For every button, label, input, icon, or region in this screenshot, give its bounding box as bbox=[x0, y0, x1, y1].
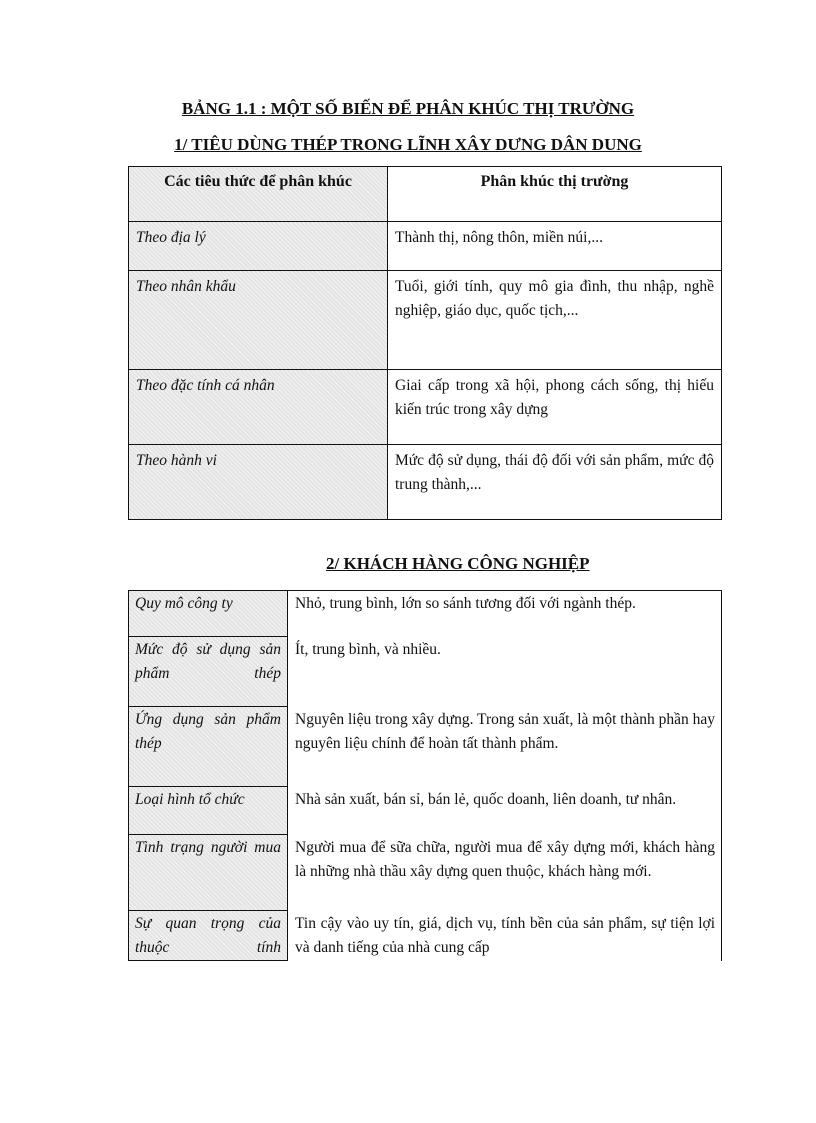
section2-heading: 2/ KHÁCH HÀNG CÔNG NGHIỆP bbox=[326, 554, 590, 573]
criterion-cell: Theo đặc tính cá nhân bbox=[129, 370, 388, 445]
segment-cell: Giai cấp trong xã hội, phong cách sống, thị hiếu kiến trúc trong xây dựng bbox=[388, 370, 722, 445]
criterion-cell: Ứng dụng sản phẩm thép bbox=[129, 707, 288, 787]
segment-cell: Mức độ sử dụng, thái độ đối với sản phẩm, mức độ trung thành,... bbox=[388, 445, 722, 520]
criterion-cell: Tình trạng người mua bbox=[129, 835, 288, 911]
criterion-cell: Quy mô công ty bbox=[129, 591, 288, 637]
segment-cell: Thành thị, nông thôn, miền núi,... bbox=[388, 222, 722, 271]
page-title: BẢNG 1.1 : MỘT SỐ BIẾN ĐỂ PHÂN KHÚC THỊ TRƯỜNG bbox=[181, 99, 635, 118]
table-row bbox=[129, 271, 722, 370]
segmentation-table-consumer bbox=[128, 166, 722, 520]
criterion-cell: Loại hình tổ chức bbox=[129, 787, 288, 835]
table-row bbox=[129, 787, 722, 835]
segmentation-table-industrial bbox=[128, 590, 722, 961]
section1-heading: 1/ TIÊU DÙNG THÉP TRONG LĨNH XÂY DƯNG DÂN DUNG bbox=[174, 135, 642, 154]
criterion-cell: Sự quan trọng của thuộc tính bbox=[129, 911, 288, 961]
table-row bbox=[129, 591, 722, 637]
table-row bbox=[129, 707, 722, 787]
header-segment: Phân khúc thị trường bbox=[388, 167, 722, 222]
segment-cell: Tin cậy vào uy tín, giá, dịch vụ, tính bền của sản phẩm, sự tiện lợi và danh tiếng của nhà cung cấp bbox=[288, 911, 722, 961]
criterion-cell: Theo hành vi bbox=[129, 445, 388, 520]
criterion-cell: Theo nhân khẩu bbox=[129, 271, 388, 370]
segment-cell: Nhỏ, trung bình, lớn so sánh tương đối với ngành thép. bbox=[288, 591, 722, 637]
segment-cell: Nguyên liệu trong xây dựng. Trong sản xuất, là một thành phần hay nguyên liệu chính để hoàn tất thành phẩm. bbox=[288, 707, 722, 787]
table-header-row bbox=[129, 167, 722, 222]
criterion-cell: Theo địa lý bbox=[129, 222, 388, 271]
table-row bbox=[129, 222, 722, 271]
criterion-cell: Mức độ sử dụng sản phẩm thép bbox=[129, 637, 288, 707]
segment-cell: Nhà sản xuất, bán sỉ, bán lẻ, quốc doanh, liên doanh, tư nhân. bbox=[288, 787, 722, 835]
segment-cell: Ít, trung bình, và nhiều. bbox=[288, 637, 722, 707]
header-criteria: Các tiêu thức để phân khúc bbox=[129, 167, 388, 222]
table-row bbox=[129, 911, 722, 961]
segment-cell: Tuổi, giới tính, quy mô gia đình, thu nhập, nghề nghiệp, giáo dục, quốc tịch,... bbox=[388, 271, 722, 370]
table-row bbox=[129, 370, 722, 445]
segment-cell: Người mua để sữa chữa, người mua để xây dựng mới, khách hàng là những nhà thầu xây dựng quen thuộc, khách hàng mới. bbox=[288, 835, 722, 911]
table-row bbox=[129, 637, 722, 707]
table-row bbox=[129, 835, 722, 911]
table-row bbox=[129, 445, 722, 520]
